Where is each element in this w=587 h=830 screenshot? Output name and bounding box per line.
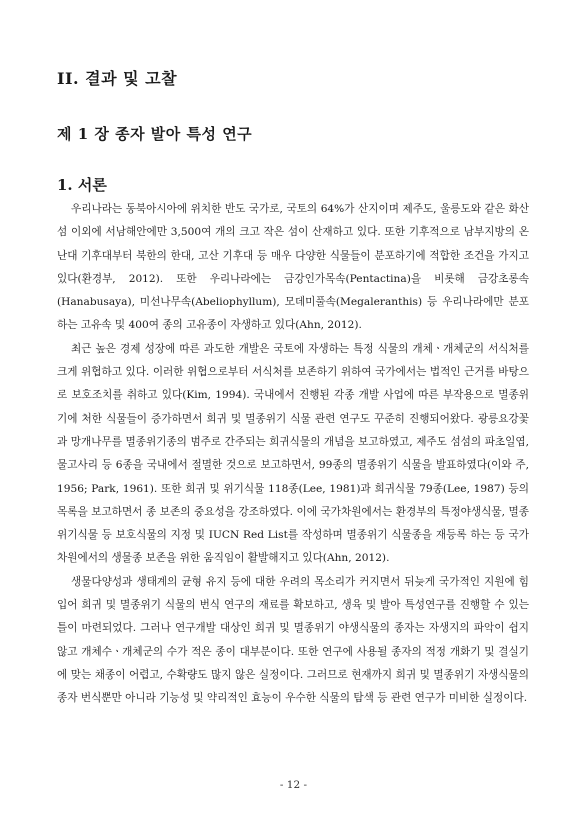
body-text: [57, 198, 529, 711]
paragraph-2: 최근 높은 경제 성장에 따른 과도한 개발은 국토에 자생하는 특정 식물의 개체ㆍ개체군의 서식처를 크게 위협하고 있다. 이러한 위협으로부터 서식처를 보존하기 위하여 국가에서는 법적인 근거를 바탕으로 보호조치를 취하고 있다(Kim, 1994). 국내에서 진행된 각종 개발 사업에 따른 부작용으로 멸종위기에 처한 식물들이 증가하면서 희귀 및 멸종위기 식물 관련 연구도 꾸준히 진행되어왔다. 광릉요강꽃과 망개나무를 멸종위기종의 범주로 간주되는 희귀식물의 개념을 보고하였고, 제주도 섬섬의 파초일엽, 물고사리 등 6종을 국내에서 절멸한 것으로 보고하면서, 99종의 멸종위기 식물을 발표하였다(이와 주, 1956; Park, 1961). 또한 희귀 및 위기식물 118종(Lee, 1981)과 희귀식물 79종(Lee, 1987) 등의 목록을 보고하면서 종 보존의 중요성을 강조하였다. 이에 국가차원에서는 환경부의 특정야생식물, 멸종위기식물 등 보호식물의 지정 및 IUCN Red List를 작성하며 멸종위기 식물종을 재등록 하는 등 국가 차원에서의 생물종 보존을 위한 움직임이 활발해지고 있다(Ahn, 2012).: [57, 342, 529, 565]
chapter-title: II. 결과 및 고찰: [57, 69, 178, 88]
paragraph-1: 우리나라는 동북아시아에 위치한 반도 국가로, 국토의 64%가 산지이며 제주도, 울릉도와 같은 화산섬 이외에 서남해안에만 3,500여 개의 크고 작은 섬이 산재하고 있다. 또한 기후적으로 남부지방의 온난대 기후대부터 북한의 한대, 고산 기후대 등 매우 다양한 식물들이 분포하기에 적합한 조건을 가지고 있다(환경부, 2012). 또한 우리나라에는 금강인가목속(Pentactina)을 비롯해 금강초롱속(Hanabusaya), 미선나무속(Abeliophyllum), 모데미풀속(Megaleranthis) 등 우리나라에만 분포하는 고유속 및 400여 종의 고유종이 자생하고 있다(Ahn, 2012).: [57, 203, 529, 332]
page-number: - 12 -: [279, 779, 308, 791]
paragraph-3: 생물다양성과 생태계의 균형 유지 등에 대한 우려의 목소리가 커지면서 뒤늦게 국가적인 지원에 힘입어 희귀 및 멸종위기 식물의 번식 연구의 재료를 확보하고, 생육 및 발아 특성연구를 진행할 수 있는 틀이 마련되었다. 그러나 연구개발 대상인 희귀 및 멸종위기 야생식물의 종자는 자생지의 파악이 쉽지 않고 개체수ㆍ개체군의 수가 적은 종이 대부분이다. 또한 연구에 사용될 종자의 적정 개화기 및 결실기에 맞는 채종이 어렵고, 수확량도 많지 않은 실정이다. 그러므로 현재까지 희귀 및 멸종위기 자생식물의 종자 번식뿐만 아니라 기능성 및 약리적인 효능이 우수한 식물의 탐색 등 관련 연구가 미비한 실정이다.: [57, 575, 529, 705]
subsection-title: 1. 서론: [57, 176, 107, 194]
section-title: 제 1 장 종자 발아 특성 연구: [57, 125, 253, 143]
